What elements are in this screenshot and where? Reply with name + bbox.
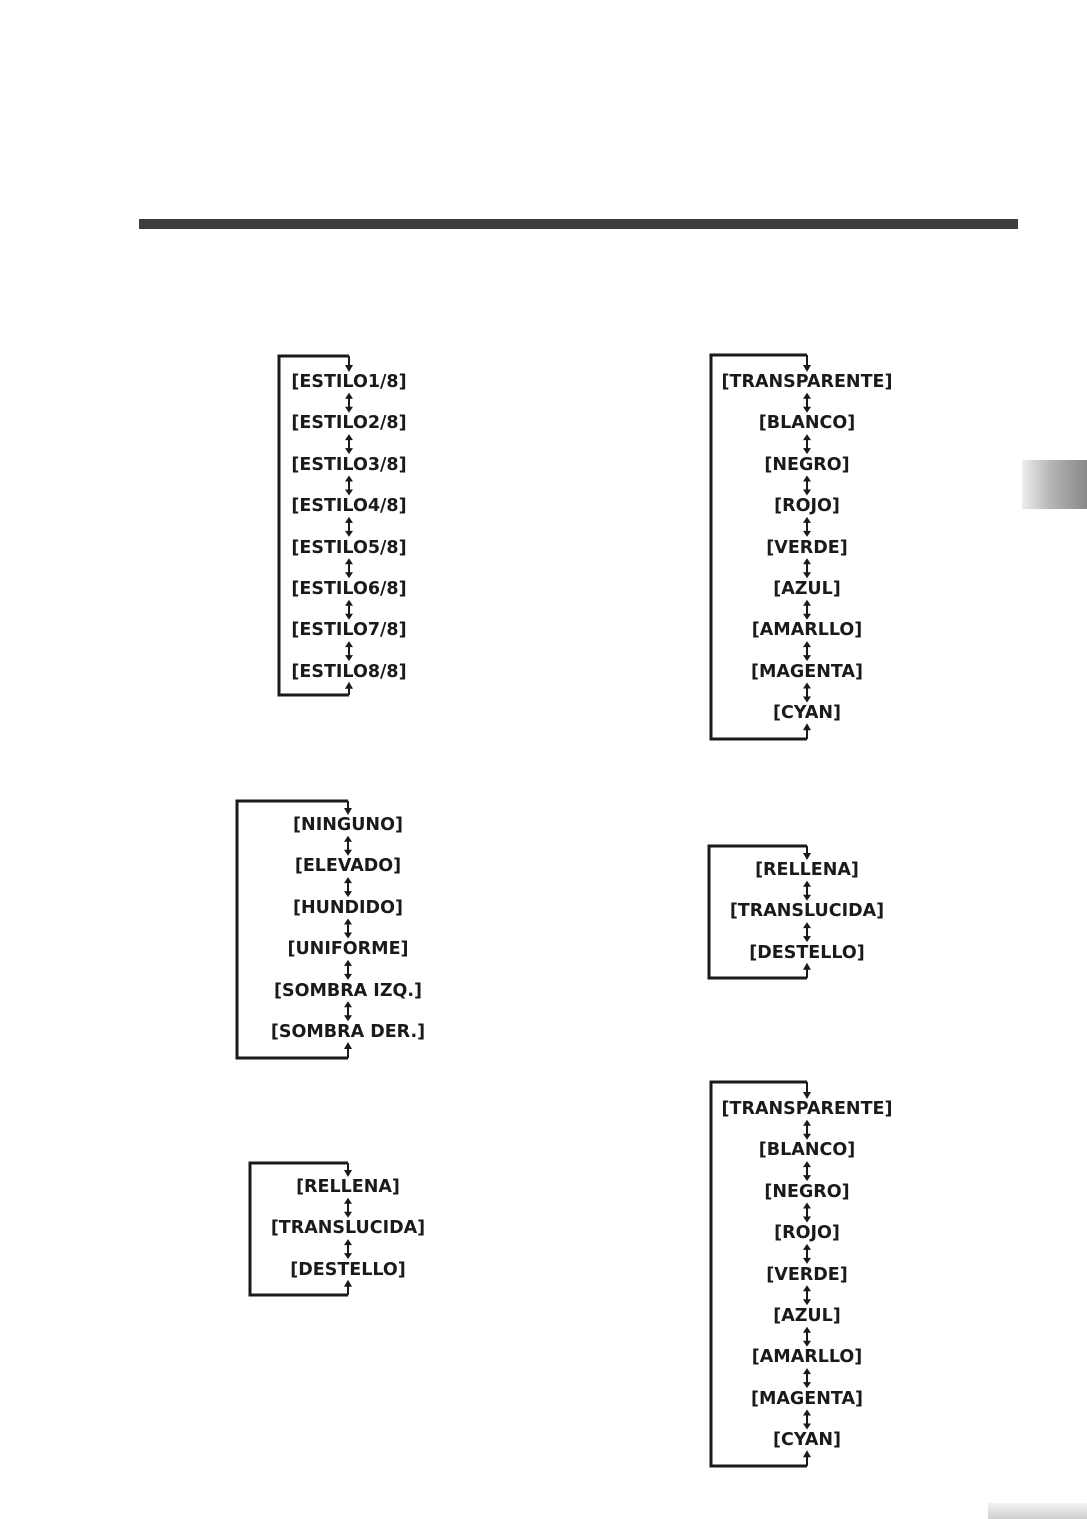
- up-arrow-icon: [345, 682, 353, 689]
- cycle-option-label: [RELLENA]: [296, 1177, 400, 1197]
- color-cycle-bottom-diagram: [691, 1072, 1003, 1476]
- header-rule: [139, 219, 1018, 229]
- opacity-cycle-left-diagram: [230, 1153, 546, 1305]
- cycle-option-label: [DESTELLO]: [749, 942, 865, 963]
- down-arrow-icon: [344, 808, 352, 815]
- cycle-option-label: [SOMBRA IZQ.]: [273, 980, 423, 1001]
- double-arrow-icon: [803, 683, 811, 703]
- double-arrow-icon: [345, 517, 353, 537]
- cycle-option-label: [NEGRO]: [764, 1181, 850, 1202]
- cycle-option-label: [DESTELLO]: [290, 1259, 406, 1280]
- cycle-option-label: [AMARLLO]: [751, 1347, 863, 1368]
- cycle-option-label: [UNIFORME]: [287, 939, 409, 960]
- double-arrow-icon: [803, 1368, 811, 1388]
- double-arrow-icon: [344, 1239, 352, 1259]
- cycle-option-label: [TRANSPARENTE]: [721, 372, 893, 392]
- double-arrow-icon: [344, 836, 352, 856]
- double-arrow-icon: [345, 600, 353, 620]
- cycle-option-label: [ELEVADO]: [294, 856, 402, 877]
- double-arrow-icon: [344, 919, 352, 939]
- cycle-connector-lines: [259, 346, 519, 705]
- double-arrow-icon: [345, 641, 353, 661]
- cycle-option-label: [ESTILO3/8]: [291, 454, 407, 475]
- double-arrow-icon: [345, 434, 353, 454]
- down-arrow-icon: [803, 365, 811, 372]
- up-arrow-icon: [803, 1450, 811, 1457]
- down-arrow-icon: [345, 365, 353, 372]
- double-arrow-icon: [803, 1410, 811, 1430]
- double-arrow-icon: [345, 393, 353, 413]
- cycle-option-label: [ESTILO5/8]: [291, 537, 407, 558]
- cycle-option-label: [SOMBRA DER.]: [270, 1022, 426, 1042]
- cycle-option-label: [VERDE]: [766, 537, 848, 558]
- cycle-option-label: [ESTILO2/8]: [291, 413, 407, 434]
- double-arrow-icon: [803, 1244, 811, 1264]
- cycle-option-label: [ESTILO8/8]: [291, 661, 407, 682]
- double-arrow-icon: [803, 641, 811, 661]
- color-cycle-top-diagram: [691, 345, 1003, 749]
- cycle-option-label: [AZUL]: [773, 579, 841, 599]
- cycle-option-label: [ESTILO1/8]: [291, 372, 407, 392]
- up-arrow-icon: [344, 1280, 352, 1287]
- double-arrow-icon: [344, 1001, 352, 1021]
- cycle-option-label: [MAGENTA]: [750, 1388, 864, 1409]
- cycle-option-label: [TRANSLUCIDA]: [270, 1218, 426, 1239]
- chapter-tab: [1022, 460, 1087, 509]
- cycle-option-label: [MAGENTA]: [750, 661, 864, 682]
- double-arrow-icon: [803, 881, 811, 901]
- double-arrow-icon: [803, 393, 811, 413]
- cycle-option-label: [TRANSPARENTE]: [721, 1099, 893, 1119]
- double-arrow-icon: [803, 476, 811, 496]
- up-arrow-icon: [803, 963, 811, 970]
- cycle-option-label: [ESTILO6/8]: [291, 579, 407, 599]
- double-arrow-icon: [803, 600, 811, 620]
- cycle-option-label: [NINGUNO]: [293, 815, 403, 835]
- cycle-option-label: [CYAN]: [772, 1430, 842, 1451]
- up-arrow-icon: [803, 723, 811, 730]
- cycle-option-label: [BLANCO]: [758, 1140, 856, 1161]
- cycle-option-label: [ROJO]: [774, 1223, 840, 1244]
- cycle-option-label: [VERDE]: [766, 1264, 848, 1285]
- up-arrow-icon: [344, 1042, 352, 1049]
- double-arrow-icon: [803, 1285, 811, 1305]
- cycle-option-label: [HUNDIDO]: [293, 897, 403, 918]
- double-arrow-icon: [803, 1120, 811, 1140]
- double-arrow-icon: [803, 434, 811, 454]
- cycle-option-label: [TRANSLUCIDA]: [729, 901, 885, 922]
- cycle-option-label: [AMARLLO]: [751, 620, 863, 641]
- opacity-cycle-right-diagram: [689, 836, 1005, 988]
- cycle-option-label: [RELLENA]: [755, 860, 859, 880]
- cycle-option-label: [ESTILO7/8]: [291, 620, 407, 641]
- double-arrow-icon: [344, 877, 352, 897]
- loop-bracket: [237, 801, 348, 1058]
- page-number-tab: [988, 1503, 1087, 1519]
- double-arrow-icon: [345, 476, 353, 496]
- cycle-option-label: [ESTILO4/8]: [291, 496, 407, 517]
- double-arrow-icon: [344, 1198, 352, 1218]
- double-arrow-icon: [803, 558, 811, 578]
- down-arrow-icon: [803, 853, 811, 860]
- estilo-cycle-diagram: [259, 346, 519, 705]
- double-arrow-icon: [803, 1161, 811, 1181]
- cycle-option-label: [BLANCO]: [758, 413, 856, 434]
- loop-bracket: [279, 356, 349, 695]
- double-arrow-icon: [345, 558, 353, 578]
- edge-cycle-diagram: [217, 791, 559, 1068]
- cycle-option-label: [AZUL]: [773, 1306, 841, 1326]
- double-arrow-icon: [344, 960, 352, 980]
- cycle-option-label: [CYAN]: [772, 703, 842, 724]
- cycle-option-label: [NEGRO]: [764, 454, 850, 475]
- double-arrow-icon: [803, 922, 811, 942]
- double-arrow-icon: [803, 1203, 811, 1223]
- double-arrow-icon: [803, 1327, 811, 1347]
- down-arrow-icon: [803, 1092, 811, 1099]
- double-arrow-icon: [803, 517, 811, 537]
- cycle-option-label: [ROJO]: [774, 496, 840, 517]
- down-arrow-icon: [344, 1170, 352, 1177]
